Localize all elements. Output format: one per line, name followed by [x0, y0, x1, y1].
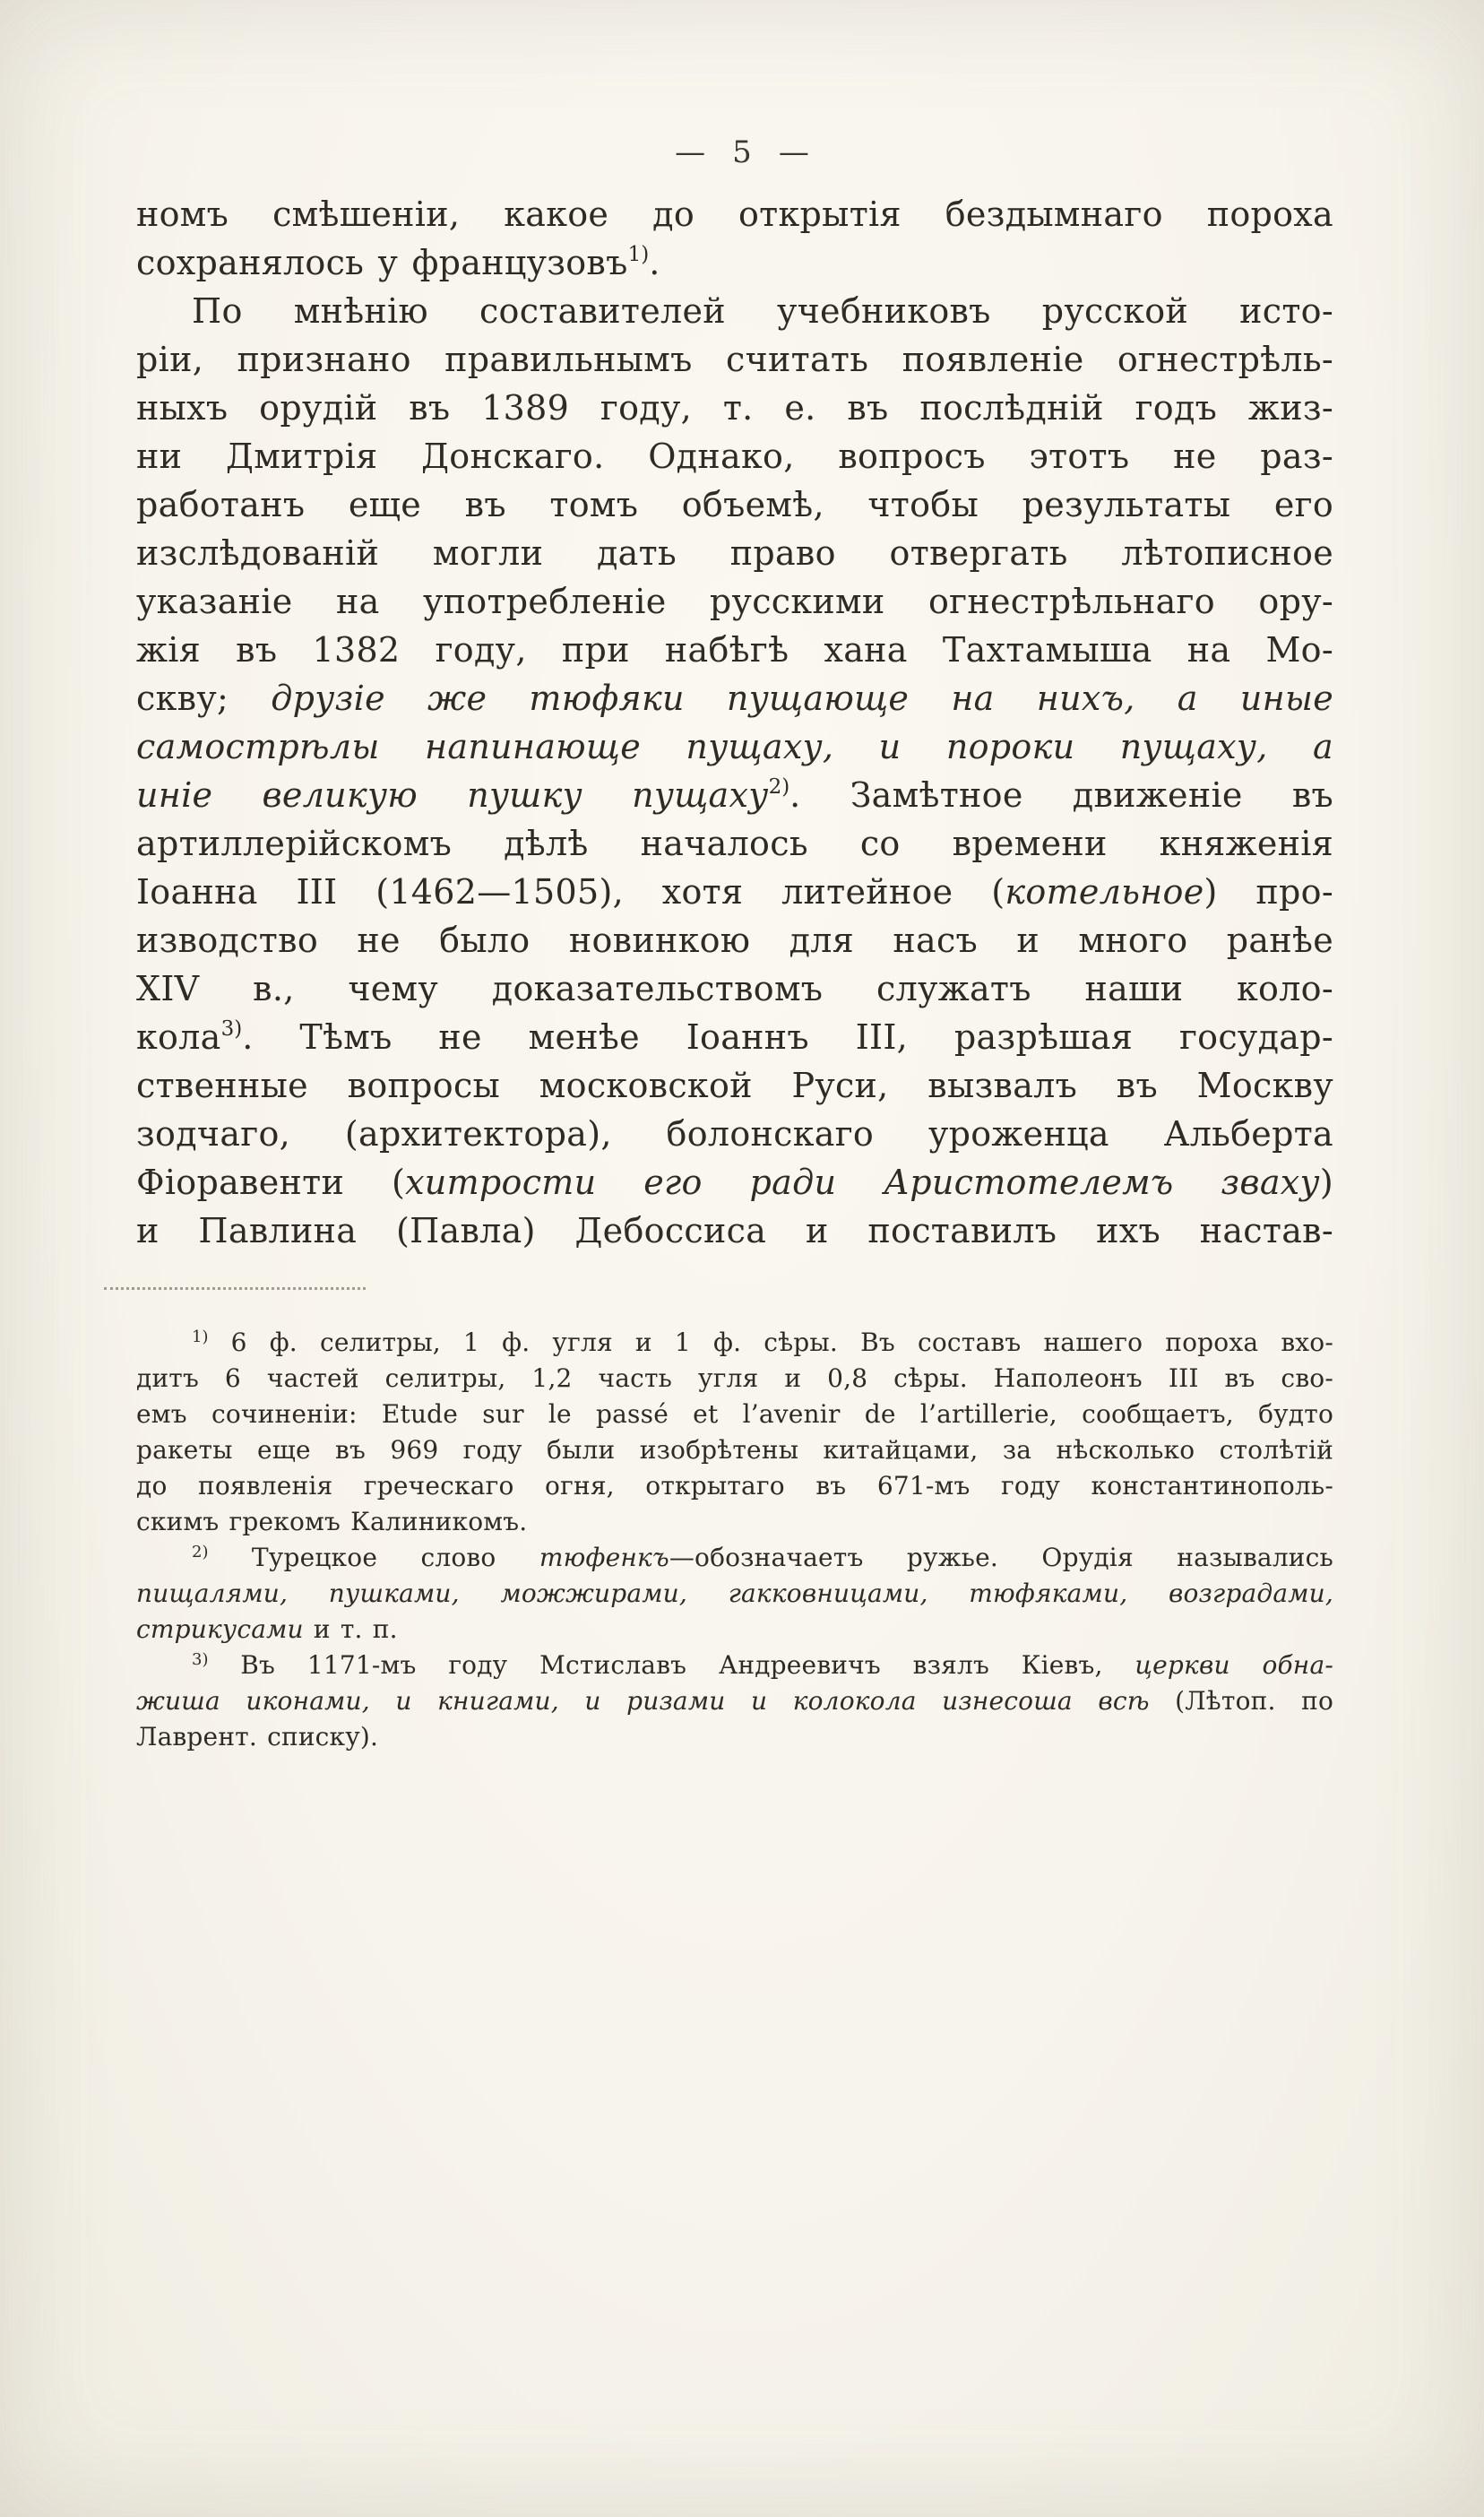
- footnote-ref-3: 3): [220, 1017, 243, 1041]
- italic-quote: иніе великую пушку пущаху: [136, 775, 769, 815]
- text-line: самострѣлы напинающе пущаху, и пороки пущаху, а: [136, 727, 1333, 766]
- text-line: номъ смѣшеніи, какое до открытія бездымнаго пороха: [136, 195, 1333, 234]
- text-segment: Фіоравенти (: [136, 1163, 406, 1202]
- footnote-marker-1: 1): [192, 1328, 209, 1346]
- text-segment: —обозначаетъ ружье. Орудія назывались: [669, 1543, 1333, 1572]
- page-number: 5: [732, 134, 752, 170]
- footnote-3: [136, 1648, 1333, 1755]
- page-header: [0, 134, 1484, 170]
- text-line: работанъ еще въ томъ объемѣ, чтобы результаты его: [136, 485, 1333, 524]
- text-line: и Павлина (Павла) Дебоссиса и поставилъ ихъ настав-: [136, 1211, 1333, 1250]
- footnote-marker-3: 3): [192, 1650, 209, 1669]
- text-segment: и т. п.: [303, 1614, 398, 1644]
- italic-term: тюфенкъ: [539, 1543, 669, 1572]
- text-line: [136, 1013, 1333, 1061]
- italic-term: стрикусами: [136, 1614, 304, 1644]
- footnote-line: до появленія греческаго огня, открытаго въ 671-мъ году константинополь-: [136, 1471, 1333, 1501]
- text-line: жія въ 1382 году, при набѣгѣ хана Тахтамыша на Мо-: [136, 630, 1333, 670]
- text-segment: .: [649, 243, 660, 282]
- italic-quote: друзіе же тюфяки пущающе на нихъ, а иные: [271, 679, 1333, 718]
- text-line: [136, 238, 1333, 287]
- main-text-block: [136, 190, 1333, 1255]
- text-segment: . Замѣтное движеніе въ: [789, 775, 1333, 815]
- text-segment: Турецкое слово: [208, 1543, 539, 1572]
- italic-quote: церкви обна-: [1135, 1650, 1333, 1680]
- text-line: артиллерійскомъ дѣлѣ началось со времени княженія: [136, 824, 1333, 863]
- text-segment: Іоанна III (1462—1505), хотя литейное (: [136, 872, 1005, 912]
- text-segment: . Тѣмъ не менѣе Іоаннъ III, разрѣшая государ-: [242, 1017, 1333, 1057]
- text-line: [136, 868, 1333, 916]
- text-segment: Въ 1171-мъ году Мстиславъ Андреевичъ взялъ Кіевъ,: [208, 1650, 1135, 1680]
- text-line: изслѣдованій могли дать право отвергать лѣтописное: [136, 533, 1333, 573]
- footnote-line: ракеты еще въ 969 году были изобрѣтены китайцами, за нѣсколько столѣтій: [136, 1435, 1333, 1465]
- text-segment: кола: [136, 1017, 221, 1057]
- footnote-ref-1: 1): [627, 243, 650, 266]
- footnote-line: дитъ 6 частей селитры, 1,2 часть угля и 0,8 сѣры. Наполеонъ III въ сво-: [136, 1363, 1333, 1393]
- footnote-2: [136, 1540, 1333, 1648]
- footnote-ref-2: 2): [768, 775, 790, 799]
- text-segment: ): [1319, 1163, 1333, 1202]
- footnote-line: [136, 1325, 1333, 1361]
- text-line: [136, 771, 1333, 819]
- italic-term: котельное: [1005, 872, 1204, 912]
- text-line: [136, 674, 1333, 722]
- footnote-separator: [104, 1287, 366, 1290]
- footnote-marker-2: 2): [192, 1543, 209, 1561]
- text-line: По мнѣнію составителей учебниковъ русской исто-: [192, 291, 1333, 331]
- text-segment: скву;: [136, 679, 272, 718]
- page-number-dash-right: —: [778, 134, 809, 170]
- text-line: [136, 1158, 1333, 1207]
- footnotes-block: [136, 1325, 1333, 1755]
- footnote-line: емъ сочиненіи: Etude sur le passé et l’avenir de l’artillerie, сообщаетъ, будто: [136, 1399, 1333, 1429]
- footnote-line: скимъ грекомъ Калиникомъ.: [136, 1507, 528, 1536]
- text-line: зодчаго, (архитектора), болонскаго уроженца Альберта: [136, 1114, 1333, 1154]
- footnote-line: Лаврент. списку).: [136, 1722, 379, 1752]
- text-line: ственные вопросы московской Руси, вызвалъ въ Москву: [136, 1066, 1333, 1105]
- footnote-1: [136, 1325, 1333, 1540]
- page-number-dash-left: —: [675, 134, 706, 170]
- footnote-line: [136, 1648, 1333, 1683]
- italic-quote: жиша иконами, и книгами, и ризами и колокола изнесоша всѣ: [136, 1686, 1150, 1716]
- text-segment: сохранялось у французовъ: [136, 243, 628, 282]
- footnote-line: [136, 1612, 1333, 1648]
- text-segment: 6 ф. селитры, 1 ф. угля и 1 ф. сѣры. Въ составъ нашего пороха вхо-: [208, 1328, 1333, 1357]
- text-line: ни Дмитрія Донскаго. Однако, вопросъ этотъ не раз-: [136, 437, 1333, 476]
- text-line: указаніе на употребленіе русскими огнестрѣльнаго ору-: [136, 582, 1333, 621]
- text-segment: (Лѣтоп. по: [1149, 1686, 1334, 1716]
- footnote-line: пищалями, пушками, можжирами, гакковницами, тюфяками, возградами,: [136, 1579, 1333, 1608]
- italic-quote: хитрости его ради Аристотелемъ зваху: [405, 1163, 1320, 1202]
- text-line: изводство не было новинкою для насъ и много ранѣе: [136, 921, 1333, 960]
- footnote-line: [136, 1683, 1333, 1719]
- footnote-line: [136, 1540, 1333, 1576]
- text-line: XIV в., чему доказательствомъ служатъ наши коло-: [136, 969, 1333, 1008]
- text-line: ныхъ орудій въ 1389 году, т. е. въ послѣдній годъ жиз-: [136, 388, 1333, 428]
- text-segment: ) про-: [1204, 872, 1333, 912]
- text-line: ріи, признано правильнымъ считать появленіе огнестрѣль-: [136, 340, 1333, 379]
